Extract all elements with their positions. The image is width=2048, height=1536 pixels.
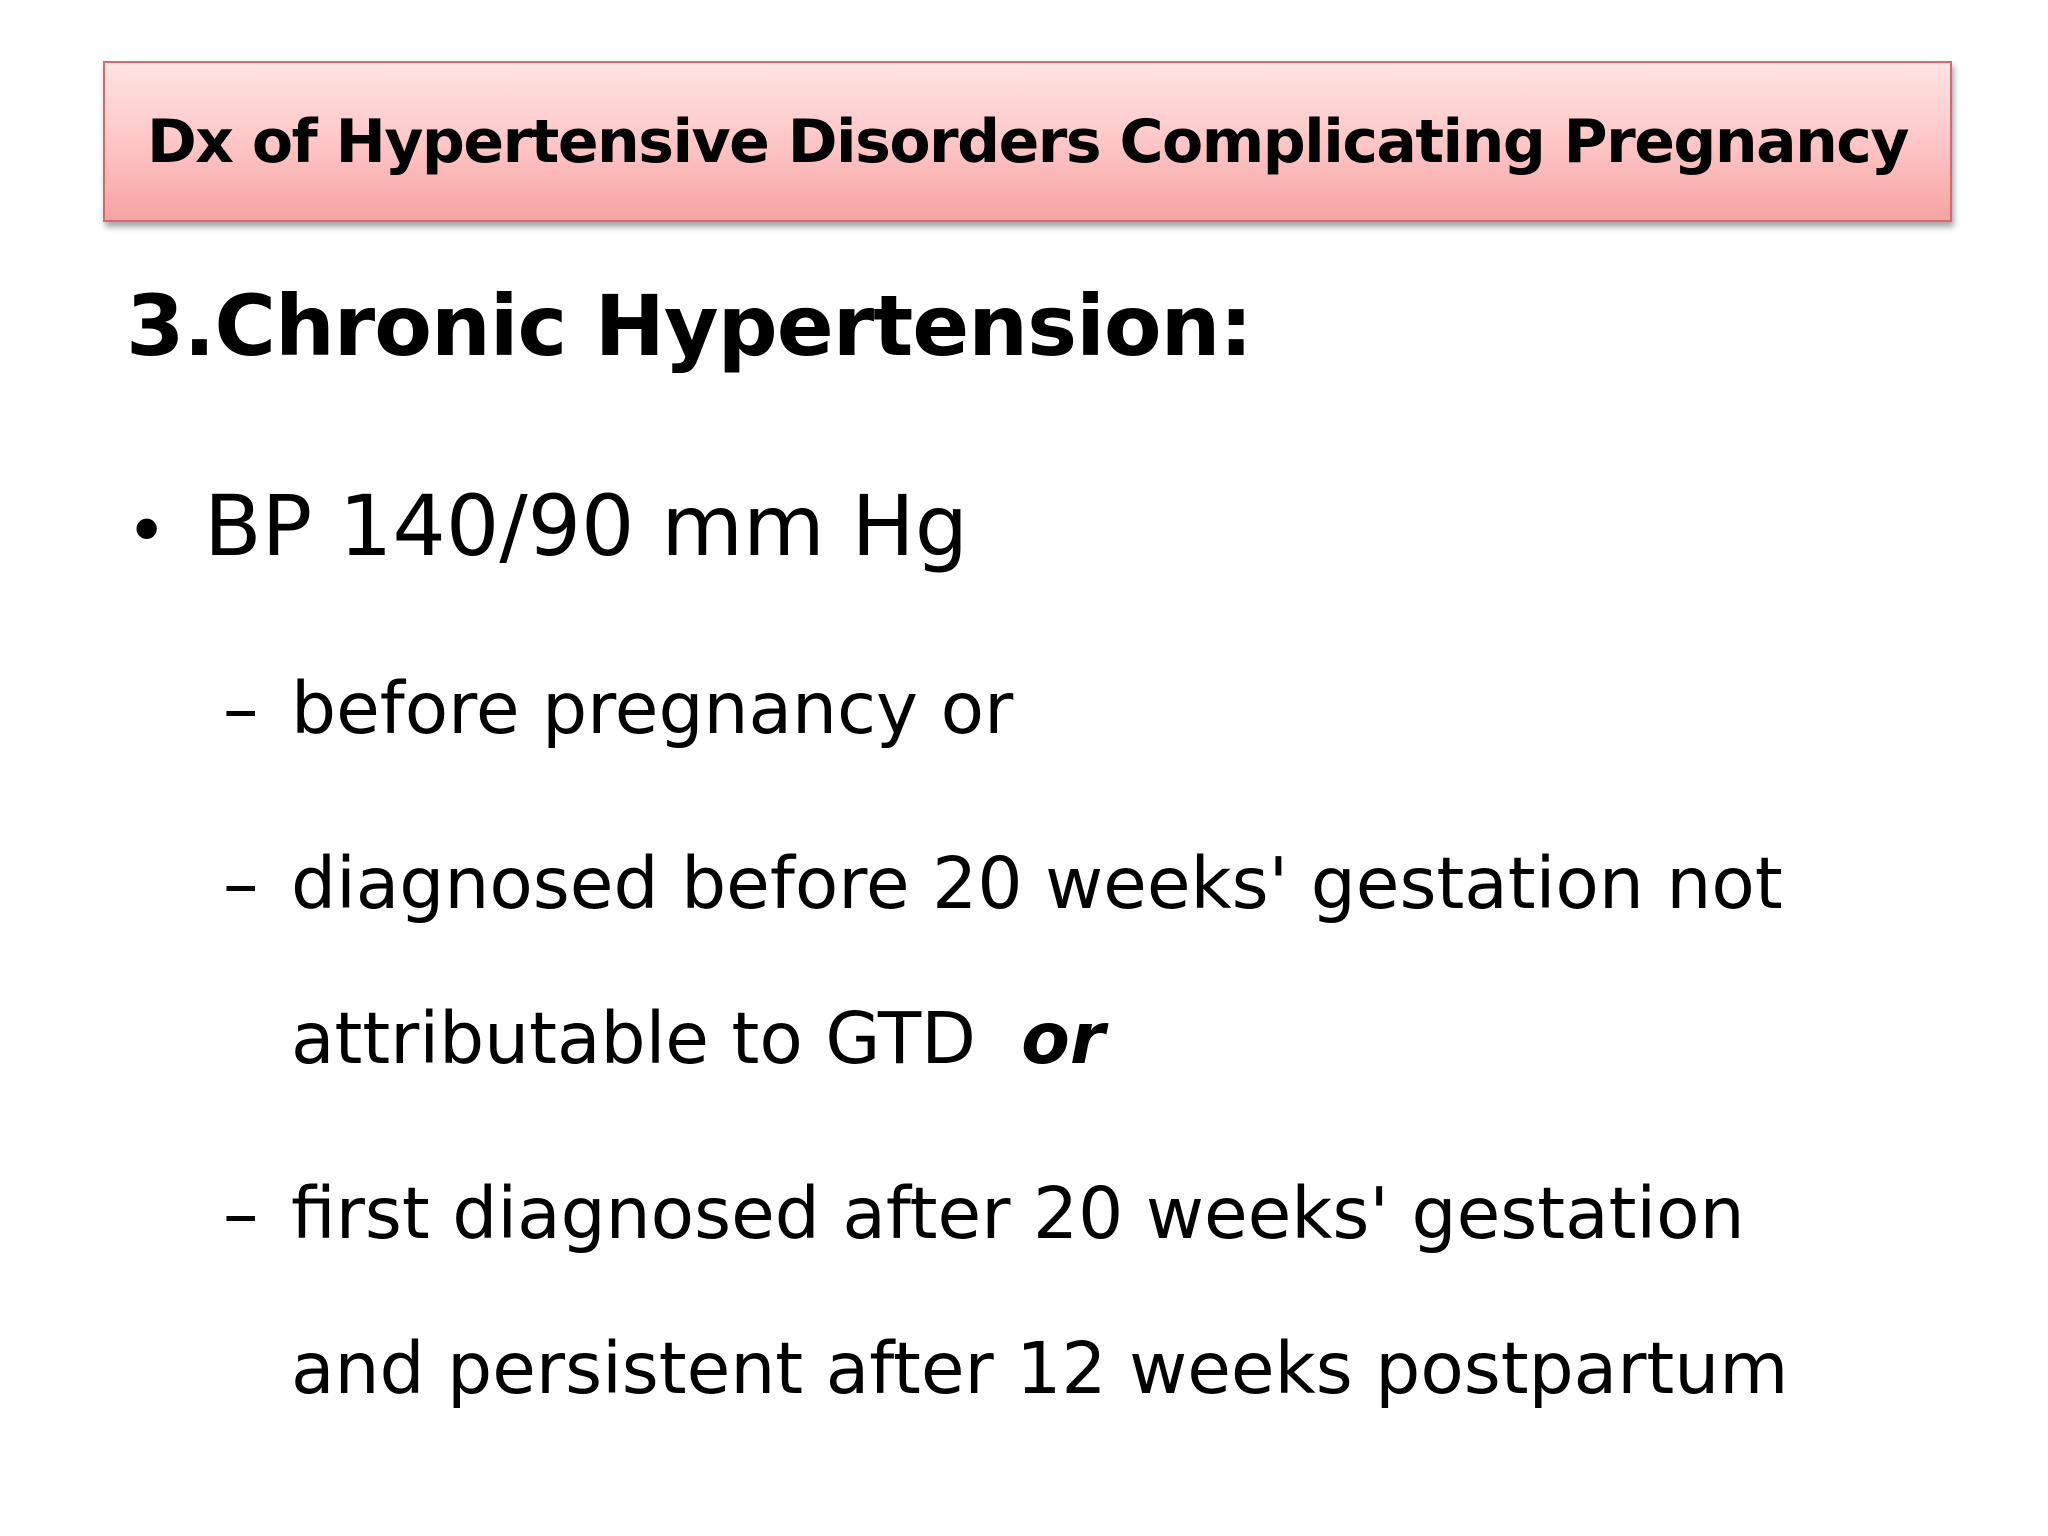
section-heading: 3.Chronic Hypertension: [126, 277, 1252, 375]
sub-item-text: and persistent after 12 weeks postpartum [291, 1327, 1789, 1410]
bullet-icon: • [126, 490, 168, 572]
dash-icon: – [223, 842, 259, 925]
sub-item-3 [223, 1172, 1745, 1255]
sub-item-2 [223, 842, 1783, 925]
sub-item-text: attributable to GTD [291, 997, 976, 1080]
bullet-item [126, 477, 969, 575]
sub-item-text: diagnosed before 20 weeks' gestation not [291, 842, 1783, 925]
dash-icon: – [223, 1172, 259, 1255]
bullet-text: BP 140/90 mm Hg [204, 477, 969, 575]
dash-icon: – [223, 667, 259, 750]
emphasis-or: or [1021, 997, 1105, 1080]
slide-title: Dx of Hypertensive Disorders Complicating Pregnancy [147, 106, 1908, 177]
sub-item-1 [223, 667, 1014, 750]
slide-title-box [103, 61, 1952, 222]
sub-item-text: before pregnancy or [291, 667, 1014, 750]
sub-item-text: first diagnosed after 20 weeks' gestation [291, 1172, 1745, 1255]
sub-item-2-continuation [291, 997, 1105, 1080]
sub-item-3-continuation [291, 1327, 1789, 1410]
